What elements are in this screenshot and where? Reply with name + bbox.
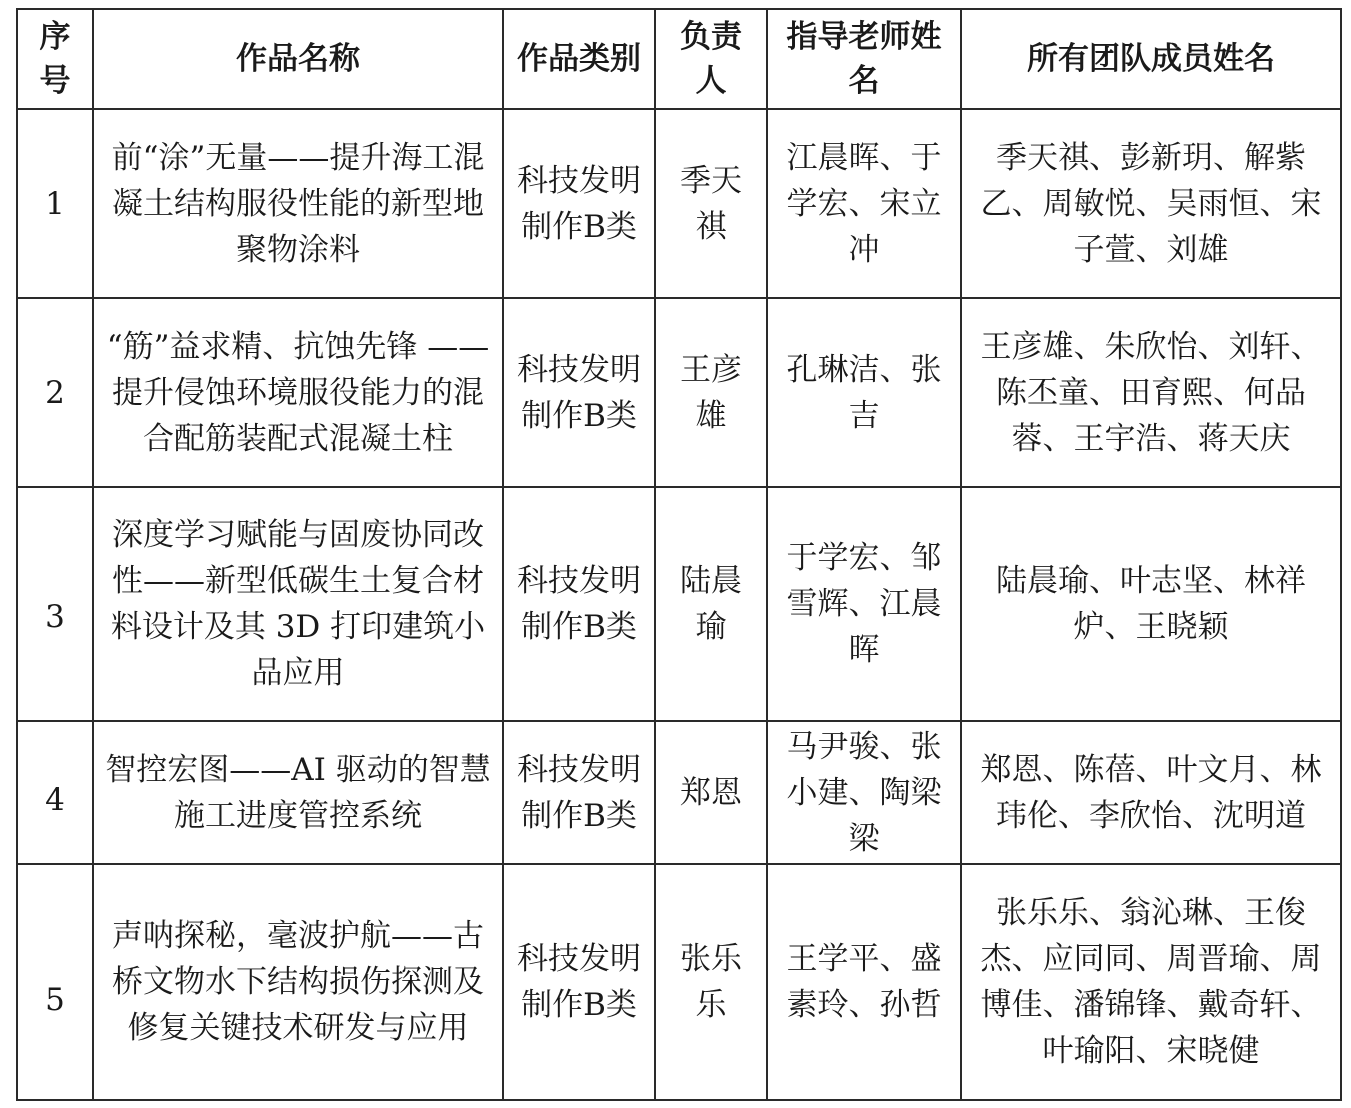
cell-project-name: 深度学习赋能与固废协同改性——新型低碳生土复合材料设计及其 3D 打印建筑小品应用 xyxy=(93,487,503,721)
cell-members: 张乐乐、翁沁琳、王俊杰、应同同、周晋瑜、周博佳、潘锦锋、戴奇轩、叶瑜阳、宋晓健 xyxy=(961,864,1341,1100)
header-leader: 负责人 xyxy=(655,9,767,109)
cell-leader: 郑恩 xyxy=(655,721,767,864)
table-row xyxy=(17,109,1341,298)
cell-members: 季天祺、彭新玥、解紫乙、周敏悦、吴雨恒、宋子萱、刘雄 xyxy=(961,109,1341,298)
cell-leader: 王彦雄 xyxy=(655,298,767,487)
cell-advisors: 孔琳洁、张吉 xyxy=(767,298,961,487)
cell-advisors: 马尹骏、张小建、陶梁梁 xyxy=(767,721,961,864)
header-category: 作品类别 xyxy=(503,9,655,109)
cell-seq: 4 xyxy=(17,721,93,864)
cell-seq: 5 xyxy=(17,864,93,1100)
cell-seq: 2 xyxy=(17,298,93,487)
header-name: 作品名称 xyxy=(93,9,503,109)
cell-advisors: 江晨晖、于学宏、宋立冲 xyxy=(767,109,961,298)
cell-category: 科技发明制作B类 xyxy=(503,721,655,864)
header-advisors: 指导老师姓名 xyxy=(767,9,961,109)
header-seq: 序号 xyxy=(17,9,93,109)
cell-project-name: 前“涂”无量——提升海工混凝土结构服役性能的新型地聚物涂料 xyxy=(93,109,503,298)
header-row xyxy=(17,9,1341,109)
cell-advisors: 王学平、盛素玲、孙哲 xyxy=(767,864,961,1100)
cell-project-name: 智控宏图——AI 驱动的智慧施工进度管控系统 xyxy=(93,721,503,864)
table-row xyxy=(17,298,1341,487)
cell-project-name: 声呐探秘，毫波护航——古桥文物水下结构损伤探测及修复关键技术研发与应用 xyxy=(93,864,503,1100)
cell-project-name: “筋”益求精、抗蚀先锋 ——提升侵蚀环境服役能力的混合配筋装配式混凝土柱 xyxy=(93,298,503,487)
cell-category: 科技发明制作B类 xyxy=(503,298,655,487)
table-row xyxy=(17,864,1341,1100)
cell-members: 郑恩、陈蓓、叶文月、林玮伦、李欣怡、沈明道 xyxy=(961,721,1341,864)
table-row xyxy=(17,487,1341,721)
cell-seq: 1 xyxy=(17,109,93,298)
project-table xyxy=(16,8,1342,1101)
cell-members: 王彦雄、朱欣怡、刘轩、陈丕童、田育熙、何品蓉、王宇浩、蒋天庆 xyxy=(961,298,1341,487)
cell-category: 科技发明制作B类 xyxy=(503,864,655,1100)
cell-members: 陆晨瑜、叶志坚、林祥炉、王晓颖 xyxy=(961,487,1341,721)
cell-category: 科技发明制作B类 xyxy=(503,109,655,298)
cell-seq: 3 xyxy=(17,487,93,721)
cell-leader: 陆晨瑜 xyxy=(655,487,767,721)
cell-category: 科技发明制作B类 xyxy=(503,487,655,721)
header-members: 所有团队成员姓名 xyxy=(961,9,1341,109)
table-row xyxy=(17,721,1341,864)
cell-leader: 季天祺 xyxy=(655,109,767,298)
cell-advisors: 于学宏、邹雪辉、江晨晖 xyxy=(767,487,961,721)
cell-leader: 张乐乐 xyxy=(655,864,767,1100)
